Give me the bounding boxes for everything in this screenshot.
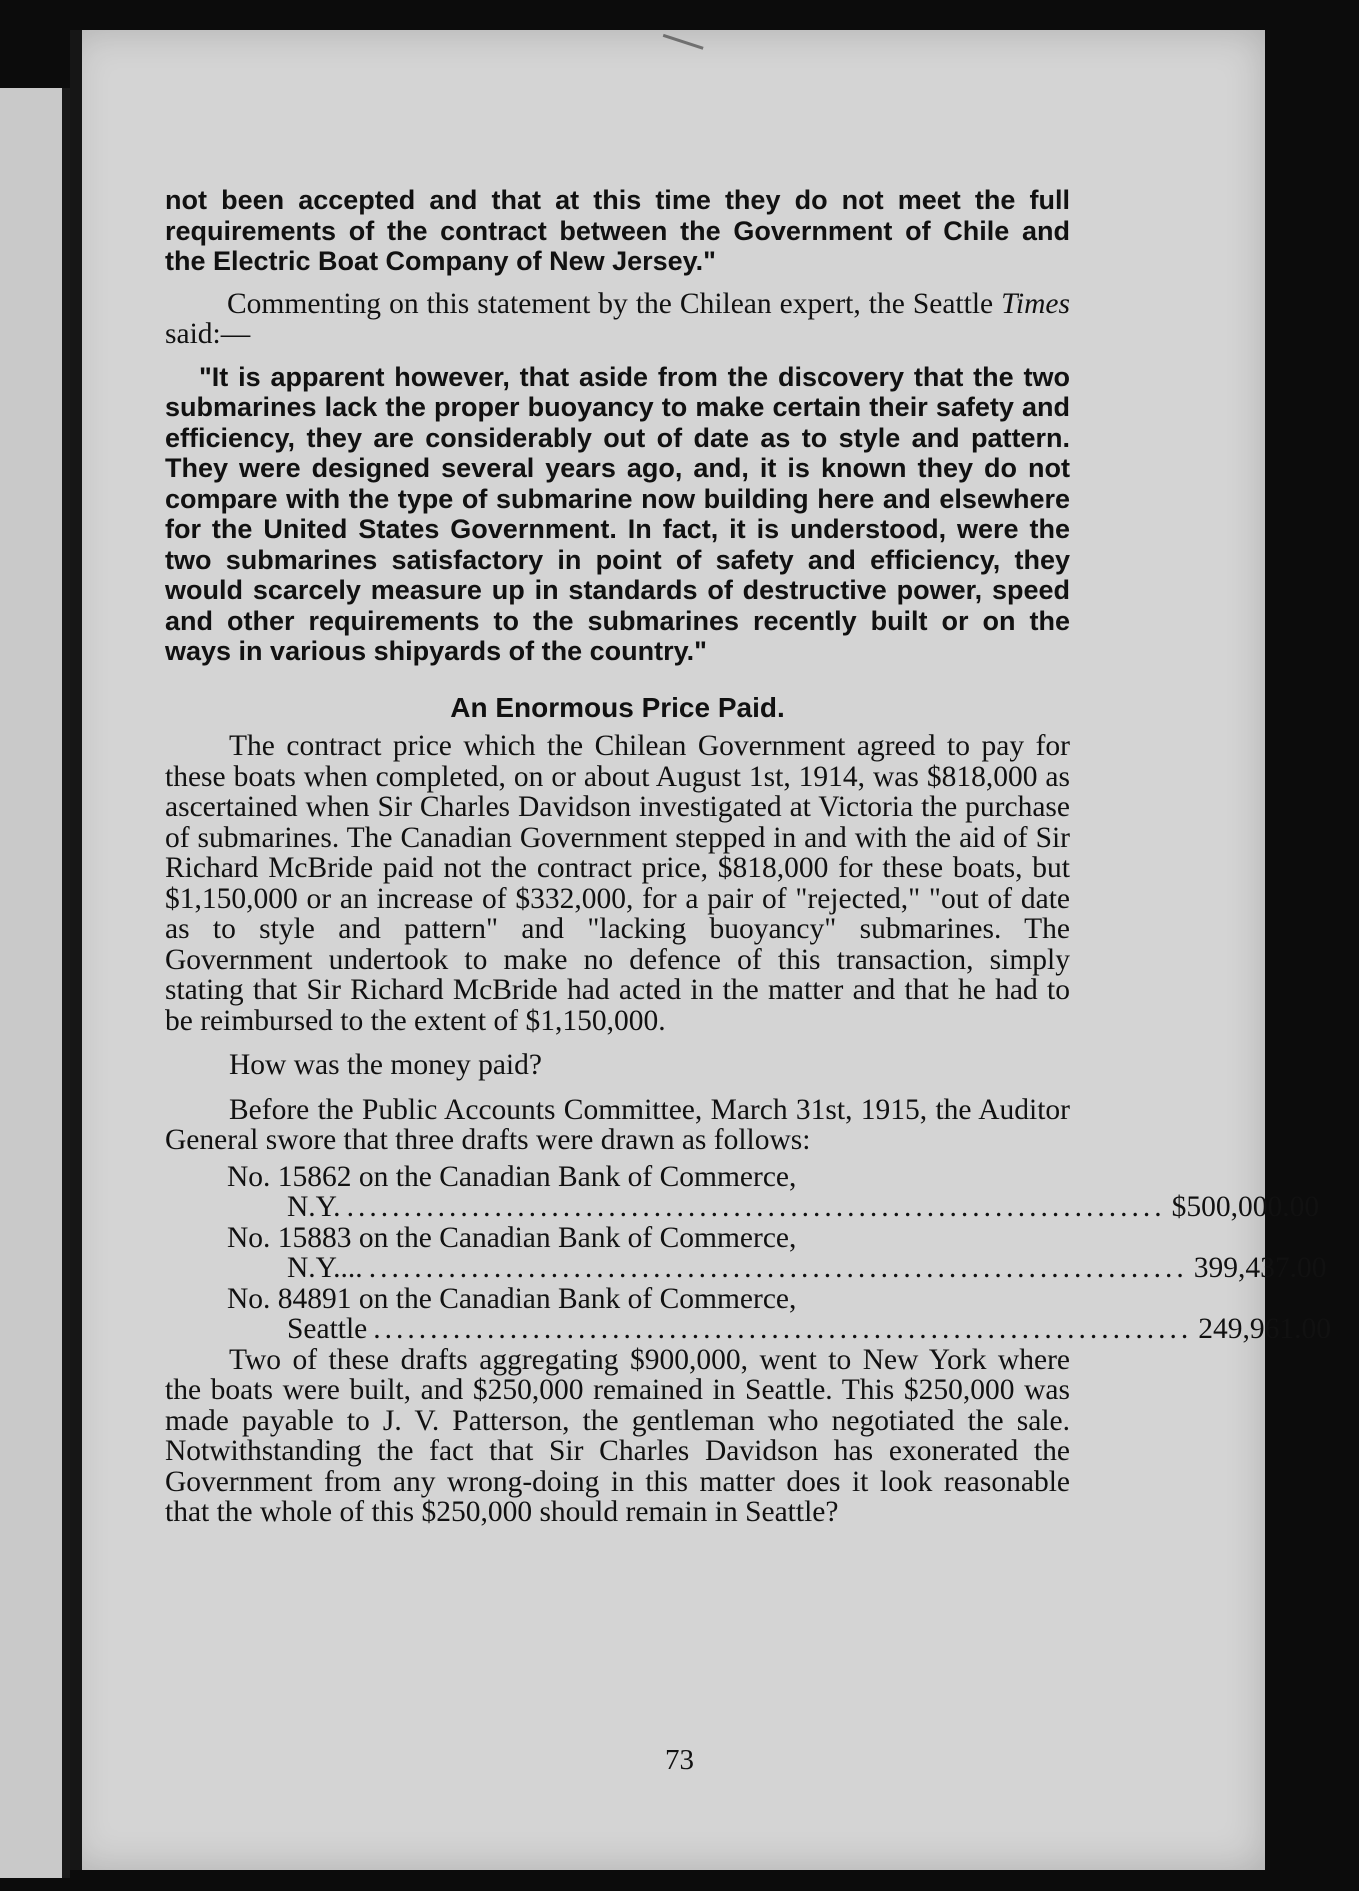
- draft-location: N.Y.: [287, 1191, 341, 1223]
- draft-description: No. 15883 on the Canadian Bank of Commerce,: [227, 1221, 797, 1254]
- draft-amount: 249,961.00: [1198, 1313, 1332, 1345]
- draft-location: N.Y....: [287, 1252, 363, 1284]
- draft-entry: [227, 1282, 1332, 1345]
- draft-description: No. 84891 on the Canadian Bank of Commerce,: [227, 1282, 797, 1315]
- times-quote-paragraph: "It is apparent however, that aside from the discovery that the two submarines lack the proper buoyancy to make certain their safety and efficiency, they are considerably out of date as to style and pattern. They were designed several years ago, and, it is known they do not compare with the type of submarine now building here and elsewhere for the United States Government. In fact, it is understood, were the two submarines satisfactory in point of safety and efficiency, they would scarcely measure up in standards of destructive power, speed and other requirements to the submarines recently built or on the ways in various shipyards of the country.": [165, 361, 1070, 666]
- draft-entry: [227, 1221, 1327, 1284]
- commentary-paragraph: [165, 289, 1070, 350]
- draft-entry: [227, 1160, 1320, 1223]
- book-spine-shadow: [70, 30, 82, 1870]
- draft-description: No. 15862 on the Canadian Bank of Commerce,: [227, 1160, 797, 1193]
- draft-location: Seattle: [287, 1313, 368, 1345]
- question-paragraph: How was the money paid?: [229, 1049, 542, 1081]
- leader-dots: ........................................................................: [368, 1252, 1188, 1284]
- leader-dots: ........................................................................: [373, 1313, 1193, 1345]
- commentary-suffix: said:—: [165, 318, 251, 350]
- contract-price-paragraph: The contract price which the Chilean Government agreed to pay for these boats when completed, on or about August 1st, 1914, was $818,000 as ascertained when Sir Charles Davidson investigated at Victoria the purchase of submarines. The Canadian Government stepped in and with the aid of Sir Richard McBride paid not the contract price, $818,000 for these boats, but $1,150,000 or an increase of $332,000, for a pair of "rejected," "out of date as to style and pattern" and "lacking buoyancy" submarines. The Government undertook to make no defence of this transaction, simply stating that Sir Richard McBride had acted in the matter and that he had to be reimbursed to the extent of $1,150,000.: [165, 730, 1070, 1037]
- draft-amount: $500,000.00: [1171, 1191, 1320, 1223]
- facing-page-edge: [0, 88, 70, 1878]
- continued-quote-paragraph: not been accepted and that at this time they do not meet the full requirements of the contract between the Government of Chile and the Electric Boat Company of New Jersey.": [165, 185, 1070, 276]
- page-content: [165, 185, 1332, 1528]
- closing-paragraph: Two of these drafts aggregating $900,000, went to New York where the boats were built, and $250,000 remained in Seattle. This $250,000 was made payable to J. V. Patterson, the gentleman who negotiated the sale. Notwithstanding the fact that Sir Charles Davidson has exonerated the Government from any wrong-doing in this matter does it look reasonable that the whole of this $250,000 should remain in Seattle?: [165, 1343, 1070, 1528]
- page-number: 73: [665, 1744, 694, 1776]
- leader-dots: ........................................................................: [346, 1191, 1166, 1223]
- newspaper-title: Times: [1001, 287, 1070, 320]
- section-heading: An Enormous Price Paid.: [450, 691, 785, 723]
- auditor-paragraph: Before the Public Accounts Committee, March 31st, 1915, the Auditor General swore that three drafts were drawn as follows:: [165, 1093, 1070, 1156]
- commentary-text: Commenting on this statement by the Chilean expert, the Seattle: [227, 287, 994, 320]
- draft-amount: 399,437.00: [1193, 1252, 1327, 1284]
- drafts-list: [165, 1160, 1332, 1345]
